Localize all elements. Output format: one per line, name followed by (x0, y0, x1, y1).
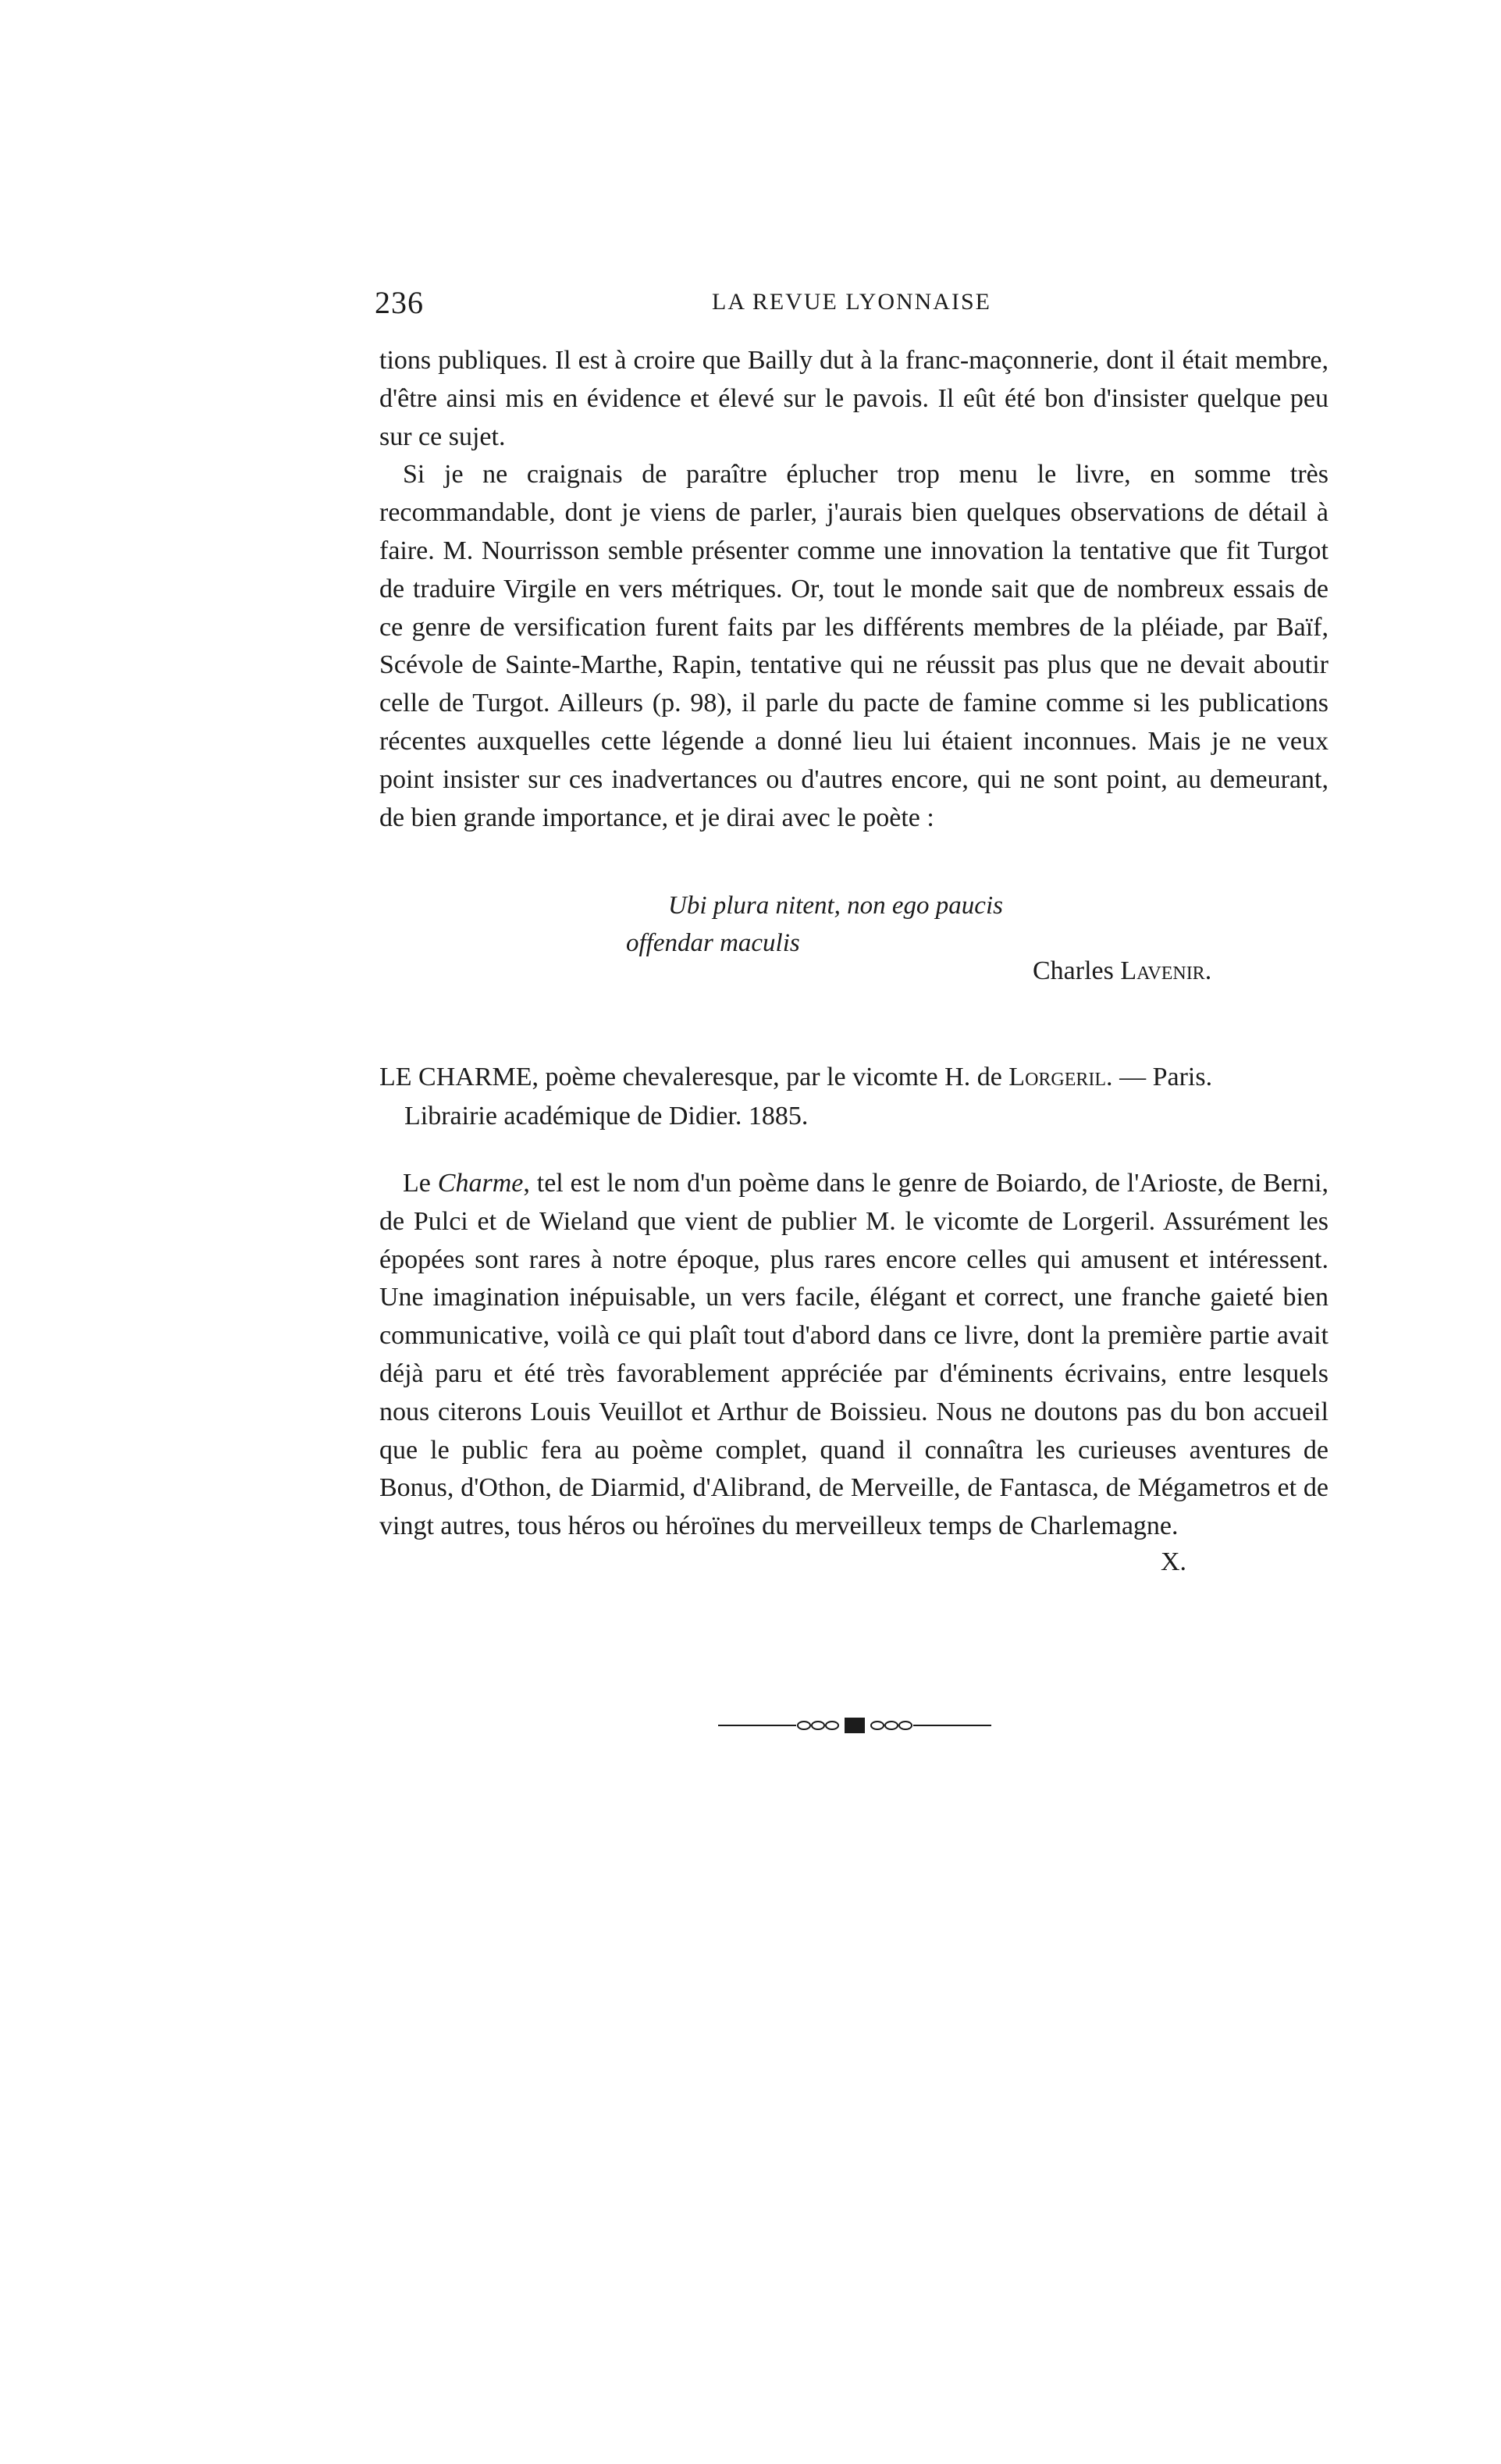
paragraph-continuation: tions publiques. Il est à croire que Bailly dut à la franc-maçonnerie, dont il était membre, d'être ainsi mis en évidence et élevé sur le pavois. Il eût été bon d'insister quelque peu sur ce sujet. (379, 346, 1328, 451)
verse-line-1: Ubi plura nitent, non ego paucis (668, 892, 1003, 920)
charme-body: , tel est le nom d'un poème dans le genre de Boiardo, de l'Arioste, de Berni, de Pulci et de Wieland que vient de publier M. le vicomte de Lorgeril. Assurément les épopées sont rares à notre époque, plus rares encore celles qui amusent et intéressent. Une imagination inépuisable, un vers facile, élégant et correct, une franche gaieté bien communicative, voilà ce qui plaît tout d'abord dans ce livre, dont la première partie avait déjà paru et été très favorablement appréciée par d'éminents écrivains, entre lesquels nous citerons Louis Veuillot et Arthur de Boissieu. Nous ne doutons pas du bon accueil que le public fera au poème complet, quand il connaîtra les curieuses aventures de Bonus, d'Othon, de Diarmid, d'Alibrand, de Merveille, de Fantasca, de Mégametros et de vingt autres, tous héros ou héroïnes du merveilleux temps de Charlemagne. (379, 1169, 1328, 1541)
verse-line-2: offendar maculis (626, 929, 800, 957)
signature-first-name: Charles (1033, 956, 1114, 985)
paragraph-charme (379, 1165, 1328, 1546)
heading-title: LE CHARME, (379, 1063, 539, 1091)
charme-start: Le (403, 1169, 438, 1198)
tailpiece-ornament-icon (718, 1714, 991, 1736)
page-header (375, 284, 1328, 323)
heading-description: poème chevaleresque, par le vicomte H. de (539, 1063, 1009, 1091)
review-charme-text (379, 1165, 1328, 1546)
signature-last-name: Lavenir. (1120, 956, 1212, 985)
review-entry-heading (379, 1058, 1330, 1136)
page-number: 236 (375, 285, 424, 320)
signature-x: X. (1161, 1547, 1187, 1576)
paragraph-observations: Si je ne craignais de paraître éplucher trop menu le livre, en somme très recommandable, dont je viens de parler, j'aurais bien quelques observations de détail à faire. M. Nourrisson semble présenter comme une innovation la tentative que fit Turgot de traduire Virgile en vers métriques. Or, tout le monde sait que de nombreux essais de ce genre de versification furent faits par les différents membres de la pléiade, par Baïf, Scévole de Sainte-Marthe, Rapin, tentative qui ne réussit pas plus que ne devait aboutir celle de Turgot. Ailleurs (p. 98), il parle du pacte de famine comme si les publications récentes auxquelles cette légende a donné lieu lui étaient inconnues. Mais je ne veux point insister sur ces inadvertances ou d'autres encore, qui ne sont point, au demeurant, de bien grande importance, et je dirai avec le poète : (379, 460, 1328, 832)
heading-publisher: Librairie académique de Didier. 1885. (404, 1102, 809, 1131)
review-nourrisson-text (379, 342, 1328, 837)
heading-line-1 (379, 1058, 1330, 1097)
running-title: LA REVUE LYONNAISE (712, 289, 991, 315)
charme-title-italic: Charme (437, 1169, 524, 1198)
signature-lavenir (1033, 956, 1211, 986)
heading-place: — Paris. (1112, 1063, 1213, 1091)
heading-author: Lorgeril. (1008, 1063, 1113, 1091)
